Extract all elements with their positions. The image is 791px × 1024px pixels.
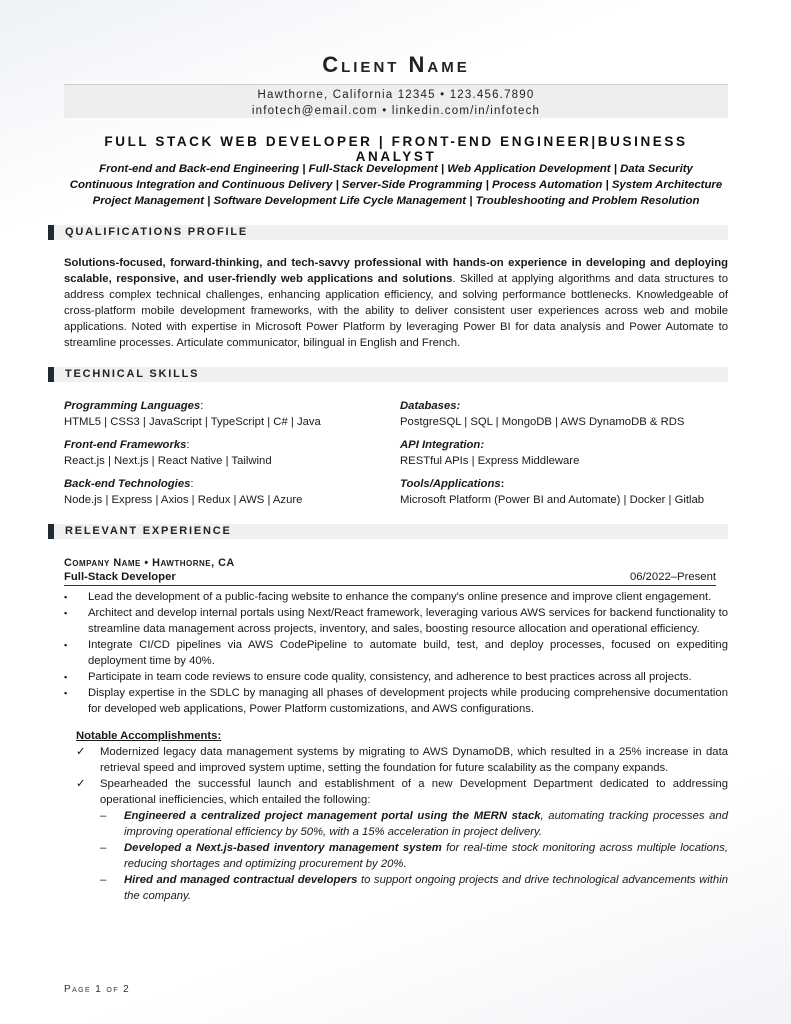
- section-title: RELEVANT EXPERIENCE: [65, 525, 232, 537]
- skill-value: React.js | Next.js | React Native | Tailwind: [64, 455, 272, 467]
- profile-bold: Solutions-focused, forward-thinking, and tech-savvy professional with hands-on experience in developing and deploying scalable, responsive, and user-friendly web applications and solutions: [64, 257, 728, 285]
- skill-value: PostgreSQL | SQL | MongoDB | AWS DynamoDB & RDS: [400, 416, 685, 428]
- checkmark-icon: ✓: [76, 746, 86, 758]
- skill-item: Back-end Technologies: Node.js | Express | Axios | Redux | AWS | Azure: [64, 476, 394, 515]
- skill-value: Microsoft Platform (Power BI and Automate) | Docker | Gitlab: [400, 494, 705, 506]
- dash-icon: –: [100, 810, 107, 822]
- skill-label: Databases:: [400, 400, 461, 412]
- skill-label: Programming Languages: [64, 400, 201, 412]
- responsibility-list: [64, 589, 728, 717]
- experience-entry: [64, 556, 728, 904]
- skill-item: Programming Languages: HTML5 | CSS3 | JavaScript | TypeScript | C# | Java: [64, 398, 394, 437]
- skill-label: API Integration:: [400, 439, 485, 451]
- specialty-line: Continuous Integration and Continuous Delivery | Server-Side Programming | Process Automation | System Architecture: [69, 179, 723, 191]
- skills-left-column: [64, 398, 394, 515]
- company-line: Company Name • Hawthorne, CA: [64, 557, 235, 569]
- list-item: ✓ Modernized legacy data management systems by migrating to AWS DynamoDB, which resulted in a 25% increase in data retrieval speed and improved system uptime, setting the foundation for future scalability as the company expands.: [76, 746, 728, 774]
- skill-item: Tools/Applications: Microsoft Platform (Power BI and Automate) | Docker | Gitlab: [400, 476, 730, 515]
- client-name: Client Name: [322, 52, 470, 77]
- section-bar: [48, 524, 54, 539]
- notable-accomplishments-title: Notable Accomplishments:: [76, 730, 222, 742]
- section-bar: [48, 225, 54, 240]
- address-line: Hawthorne, California 12345 • 123.456.7890: [257, 89, 535, 101]
- list-item: ▪ Integrate CI/CD pipelines via AWS CodePipeline to automate build, test, and deploy processes, focused on expediting deployment time by 40%.: [64, 639, 728, 667]
- email-linkedin-line: infotech@email.com • linkedin.com/in/infotech: [251, 105, 541, 117]
- sub-accomplishment-list: [100, 808, 728, 904]
- qualifications-profile: [64, 255, 728, 351]
- section-title: TECHNICAL SKILLS: [65, 368, 200, 380]
- skill-label: Tools/Applications: [400, 478, 501, 490]
- dash-icon: –: [100, 874, 107, 886]
- specialties: [64, 161, 728, 209]
- specialty-line: Front-end and Back-end Engineering | Full-Stack Development | Web Application Development | Data Security: [99, 163, 693, 175]
- square-bullet-icon: ▪: [64, 592, 68, 602]
- checkmark-icon: ✓: [76, 778, 86, 790]
- list-item: ▪ Participate in team code reviews to ensure code quality, consistency, and adherence to best practices across all projects.: [64, 671, 692, 683]
- skill-label: Back-end Technologies: [64, 478, 191, 490]
- skill-value: HTML5 | CSS3 | JavaScript | TypeScript | C# | Java: [64, 416, 321, 428]
- section-technical-skills: [48, 367, 728, 382]
- profile-text: . Skilled at applying algorithms and data structures to address complex technical challenges, enhancing application efficiency, and solving performance bottlenecks. Knowledgeable of cross-platform mobile development frameworks, with the ability to deliver consistent user experiences across web and mobile applications. Noted with expertise in Microsoft Power Platform by leveraging Power BI for data analysis and Power Automate to streamline processes. Articulate communicator, bilingual in English and French.: [64, 273, 728, 349]
- skill-label: Front-end Frameworks: [64, 439, 187, 451]
- section-qualifications: [48, 225, 728, 240]
- dash-icon: –: [100, 842, 107, 854]
- list-item: ✓ Spearheaded the successful launch and establishment of a new Development Department dedicated to addressing operational inefficiencies, which entailed the following: – Engineered a centralized project management portal using the MERN stack, automating tracking processes and improving operational efficiency by 50%, with a 15% acceleration in project delivery. – Developed a Next.js-based inventory management system for real-time stock monitoring across multiple locations, reducing shortages and optimizing procurement by 20%. – Hired and managed contractual developers to support ongoing projects and drive technological advancements within the company.: [76, 778, 728, 902]
- job-title: Full-Stack Developer: [64, 571, 176, 583]
- skill-item: [400, 437, 730, 476]
- skill-item: [400, 398, 730, 437]
- section-bar: [48, 367, 54, 382]
- list-item: ▪ Architect and develop internal portals using Next/React framework, leveraging various AWS services for backend functionality to streamline data management across projects, inventory, and sales, boosting resource allocation and operational efficiency.: [64, 607, 728, 635]
- list-item: – Hired and managed contractual developers to support ongoing projects and drive technological advancements within the company.: [100, 874, 728, 902]
- role-row: [64, 570, 716, 586]
- section-title: QUALIFICATIONS PROFILE: [65, 226, 249, 238]
- list-item: – Developed a Next.js-based inventory management system for real-time stock monitoring across multiple locations, reducing shortages and optimizing procurement by 20%.: [100, 842, 728, 870]
- accomplishment-list: [64, 744, 728, 904]
- list-item: ▪ Lead the development of a public-facing website to enhance the company's online presence and improve client engagement.: [64, 591, 712, 603]
- skill-item: Front-end Frameworks: React.js | Next.js | React Native | Tailwind: [64, 437, 394, 476]
- square-bullet-icon: ▪: [64, 640, 68, 650]
- headline: FULL STACK WEB DEVELOPER | FRONT-END ENGINEER|BUSINESS ANALYST: [104, 134, 688, 164]
- contact-box: [64, 84, 728, 118]
- job-dates: 06/2022–Present: [629, 571, 716, 583]
- specialty-line: Project Management | Software Development Life Cycle Management | Troubleshooting and Problem Resolution: [92, 195, 700, 207]
- page-number: Page 1 of 2: [64, 984, 131, 995]
- square-bullet-icon: ▪: [64, 608, 68, 618]
- skill-value: RESTful APIs | Express Middleware: [400, 455, 580, 467]
- square-bullet-icon: ▪: [64, 688, 68, 698]
- skills-right-column: [400, 398, 730, 515]
- skill-value: Node.js | Express | Axios | Redux | AWS | Azure: [64, 494, 303, 506]
- square-bullet-icon: ▪: [64, 672, 68, 682]
- list-item: ▪ Display expertise in the SDLC by managing all phases of development projects while producing comprehensive documentation for developed web applications, Power Platform customizations, and AWS configurations.: [64, 687, 728, 715]
- list-item: – Engineered a centralized project management portal using the MERN stack, automating tracking processes and improving operational efficiency by 50%, with a 15% acceleration in project delivery.: [100, 810, 728, 838]
- section-relevant-experience: [48, 524, 728, 539]
